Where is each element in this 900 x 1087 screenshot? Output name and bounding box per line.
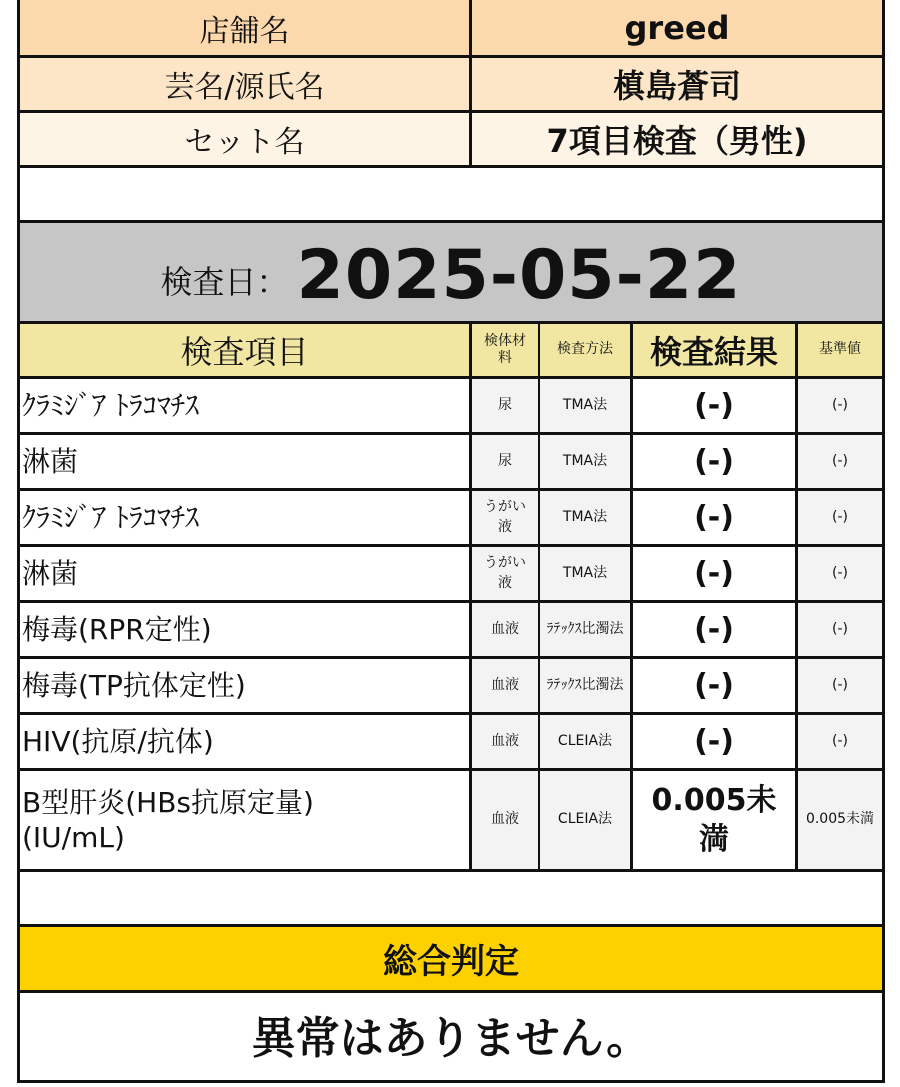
table-row xyxy=(20,491,882,547)
row-material: うがい液 xyxy=(472,491,540,544)
row-material: 血液 xyxy=(472,603,540,656)
row-result: (-) xyxy=(633,603,798,656)
table-row xyxy=(20,771,882,872)
row-reference: (-) xyxy=(798,715,882,768)
info-row-name xyxy=(20,58,882,113)
row-item: HIV(抗原/抗体) xyxy=(20,715,472,768)
spacer-row xyxy=(20,168,882,223)
row-material: 尿 xyxy=(472,379,540,432)
row-reference: (-) xyxy=(798,547,882,600)
row-method: TMA法 xyxy=(540,379,633,432)
table-header xyxy=(20,324,882,379)
header-method: 検査方法 xyxy=(540,324,633,376)
row-method: TMA法 xyxy=(540,491,633,544)
row-method: CLEIA法 xyxy=(540,771,633,869)
name-value: 槙島蒼司 xyxy=(612,67,741,105)
row-item-line1: B型肝炎(HBs抗原定量) xyxy=(22,786,314,819)
row-method: ﾗﾃｯｸｽ比濁法 xyxy=(540,603,633,656)
row-item xyxy=(20,771,472,869)
row-method: TMA法 xyxy=(540,547,633,600)
test-date-row xyxy=(20,223,882,324)
test-date-value: 2025-05-22 xyxy=(296,236,742,315)
judgement-title: 総合判定 xyxy=(20,927,882,993)
row-material: 血液 xyxy=(472,771,540,869)
table-row xyxy=(20,379,882,435)
row-item: 梅毒(RPR定性) xyxy=(20,603,472,656)
store-value: greed xyxy=(624,8,730,47)
row-item: 淋菌 xyxy=(20,547,472,600)
row-material: うがい液 xyxy=(472,547,540,600)
table-row xyxy=(20,715,882,771)
row-reference: (-) xyxy=(798,435,882,488)
test-date-label: 検査日： xyxy=(160,263,289,301)
set-label: セット名 xyxy=(20,113,472,165)
table-row xyxy=(20,659,882,715)
row-result: (-) xyxy=(633,547,798,600)
row-item: ｸﾗﾐｼﾞｱ ﾄﾗｺﾏﾁｽ xyxy=(20,379,472,432)
row-material: 尿 xyxy=(472,435,540,488)
row-result: (-) xyxy=(633,435,798,488)
header-result: 検査結果 xyxy=(633,324,798,376)
header-reference: 基準値 xyxy=(819,341,861,358)
info-row-set xyxy=(20,113,882,168)
row-material: 血液 xyxy=(472,715,540,768)
row-method: CLEIA法 xyxy=(540,715,633,768)
header-material: 検体材料 xyxy=(472,324,540,376)
row-reference: (-) xyxy=(798,603,882,656)
row-result: (-) xyxy=(633,491,798,544)
spacer-row xyxy=(20,872,882,927)
row-result: (-) xyxy=(633,715,798,768)
row-result: (-) xyxy=(633,659,798,712)
row-reference: (-) xyxy=(798,659,882,712)
row-result: (-) xyxy=(633,379,798,432)
set-value: 7項目検査（男性) xyxy=(546,122,808,160)
row-method: TMA法 xyxy=(540,435,633,488)
row-material: 血液 xyxy=(472,659,540,712)
info-row-store xyxy=(20,0,882,58)
row-result: 0.005未満 xyxy=(633,771,798,869)
table-row xyxy=(20,603,882,659)
row-item: 淋菌 xyxy=(20,435,472,488)
table-row xyxy=(20,435,882,491)
row-reference: (-) xyxy=(798,379,882,432)
judgement-value: 異常はありません。 xyxy=(20,993,882,1074)
row-item: 梅毒(TP抗体定性) xyxy=(20,659,472,712)
row-reference: (-) xyxy=(798,491,882,544)
row-item: ｸﾗﾐｼﾞｱ ﾄﾗｺﾏﾁｽ xyxy=(20,491,472,544)
name-label: 芸名/源氏名 xyxy=(20,58,472,110)
store-label: 店舗名 xyxy=(20,0,472,55)
header-item: 検査項目 xyxy=(20,324,472,376)
table-row xyxy=(20,547,882,603)
test-result-sheet xyxy=(17,0,885,1083)
row-method: ﾗﾃｯｸｽ比濁法 xyxy=(540,659,633,712)
row-reference: 0.005未満 xyxy=(798,771,882,869)
row-item-line2: (IU/mL) xyxy=(22,821,125,854)
